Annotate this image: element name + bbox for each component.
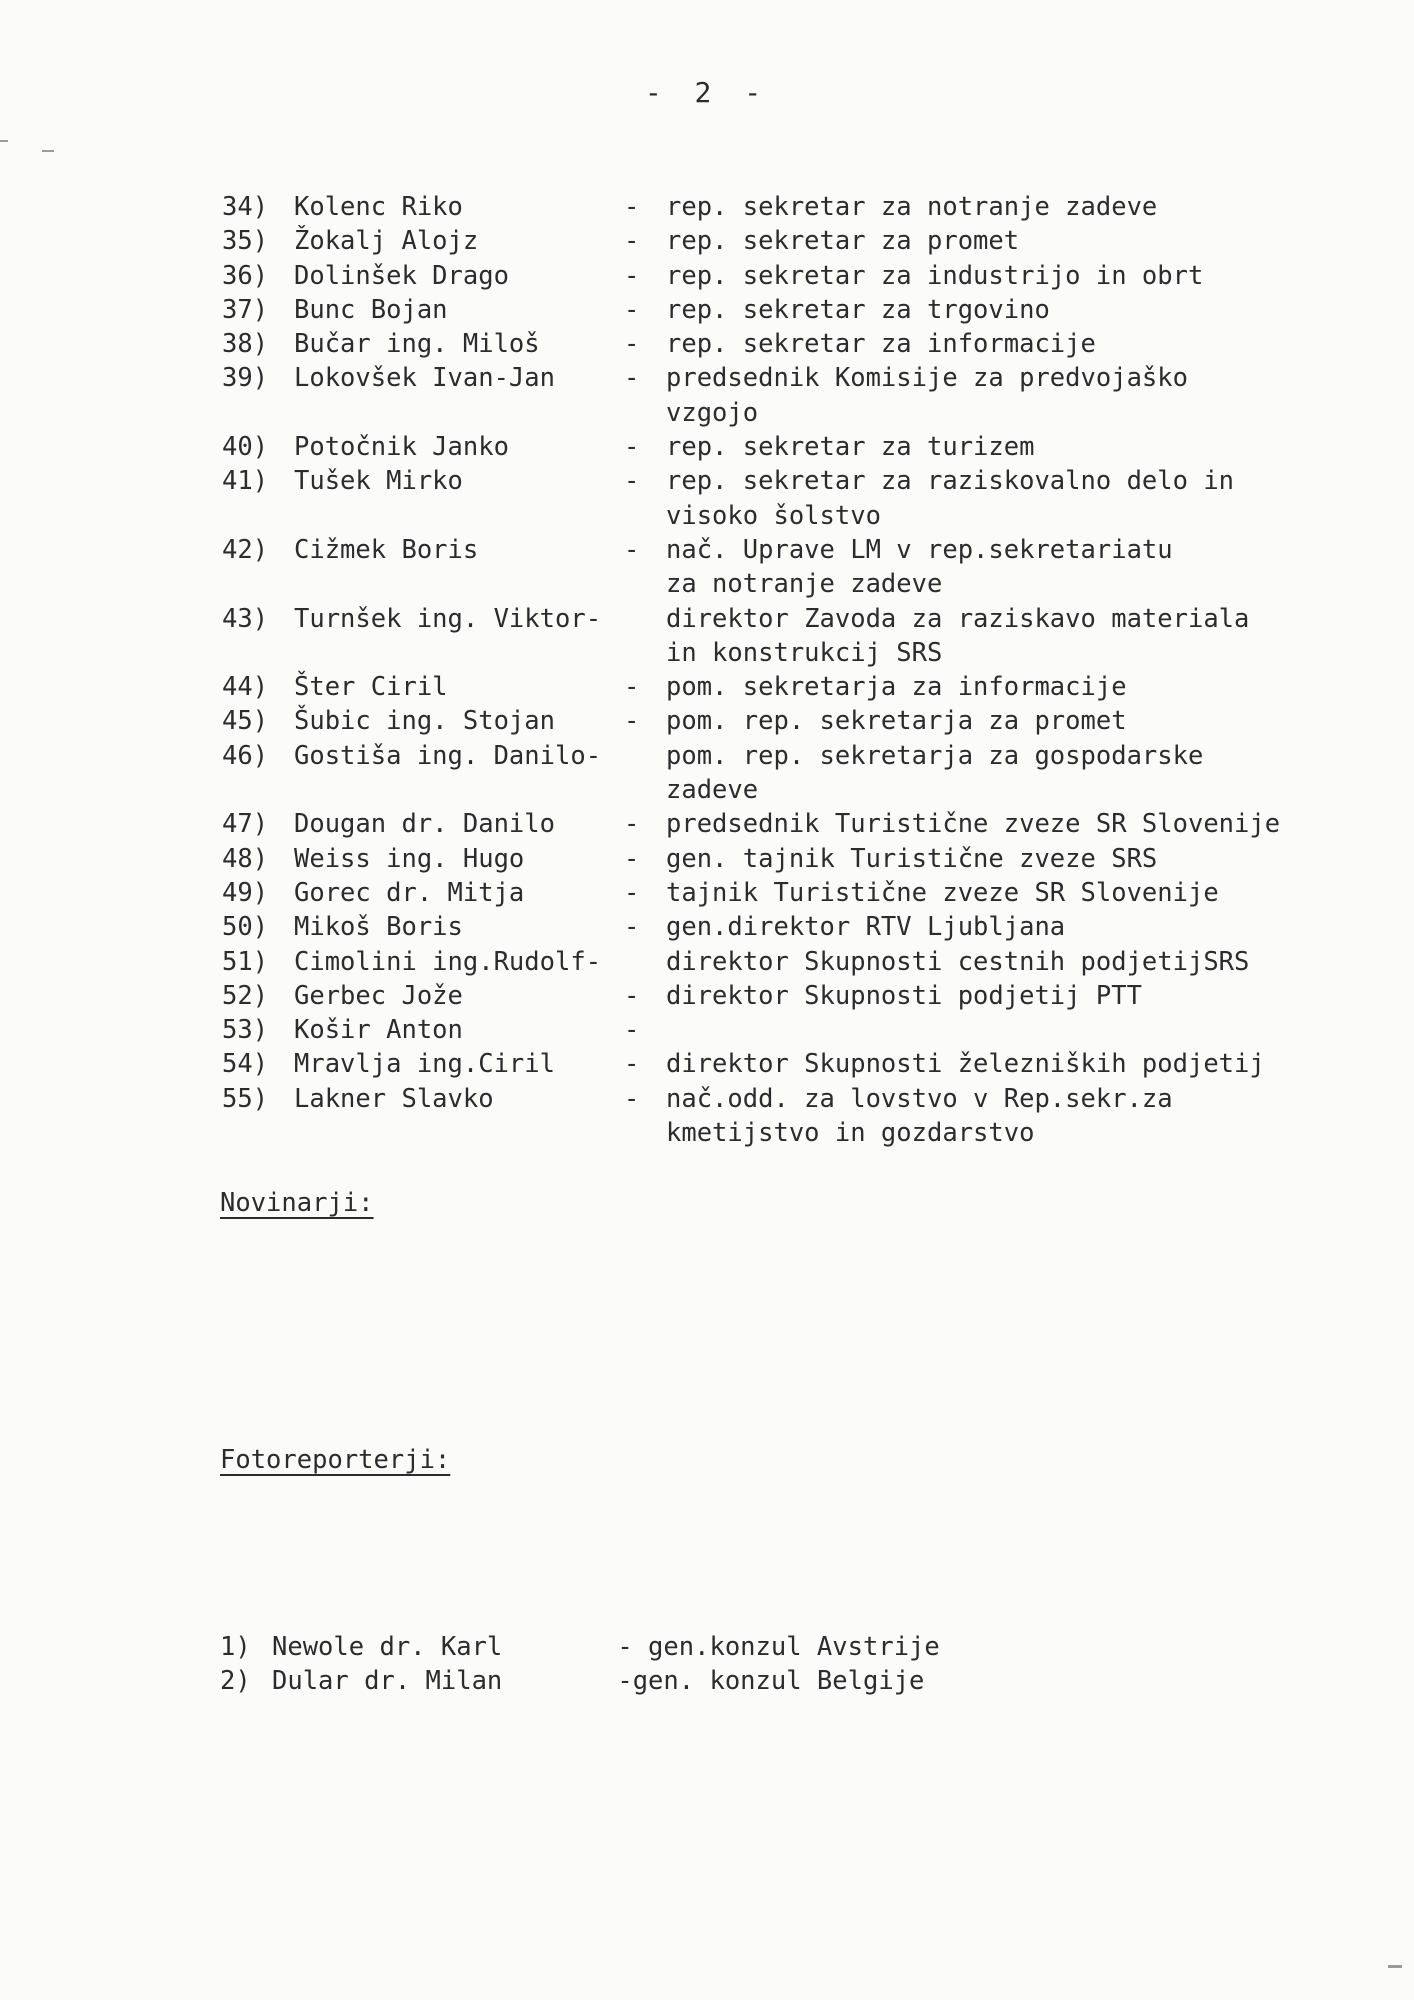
entry-name: Lakner Slavko: [294, 1083, 494, 1114]
entry-dash: -: [624, 1015, 640, 1046]
entry-number: 46): [222, 740, 269, 771]
entry-number: 40): [222, 432, 269, 463]
entry-role-line: rep. sekretar za turizem: [666, 432, 1035, 463]
entry-name: Gorec dr. Mitja: [294, 877, 525, 908]
entry-dash: -: [624, 363, 640, 394]
consul-name: Dular dr. Milan: [272, 1666, 503, 1697]
entry-role-line: gen. tajnik Turistične zveze SRS: [666, 843, 1158, 874]
consul-number: 1): [220, 1632, 251, 1662]
list-item: [222, 1013, 1382, 1047]
entry-dash: -: [624, 843, 640, 874]
scan-speck: [0, 140, 8, 142]
entry-number: 51): [222, 946, 269, 977]
entry-role-line: direktor Skupnosti podjetij PTT: [666, 980, 1142, 1011]
entry-role-line: rep. sekretar za informacije: [666, 329, 1096, 360]
entry-role-line: rep. sekretar za industrijo in obrt: [666, 260, 1204, 291]
entry-number: 47): [222, 809, 269, 840]
list-item: [222, 602, 1382, 671]
scan-speck: [1388, 1965, 1402, 1968]
entry-name: Mravlja ing.Ciril: [294, 1049, 555, 1080]
entry-name: Dolinšek Drago: [294, 260, 509, 291]
list-item: [222, 430, 1382, 464]
entry-role: [666, 842, 1382, 876]
entry-dash: -: [624, 1083, 640, 1114]
entry-role: [666, 190, 1382, 224]
entry-dash: -: [624, 1049, 640, 1080]
scan-speck: [42, 150, 54, 152]
entry-dash: -: [624, 260, 640, 291]
entry-role: [666, 876, 1382, 910]
entry-role: [666, 361, 1382, 430]
entry-number: 35): [222, 226, 269, 257]
list-item: [222, 1047, 1382, 1081]
entry-role: [666, 1013, 1382, 1047]
entry-role-line: pom. rep. sekretarja za promet: [666, 706, 1127, 737]
list-item: [220, 1664, 1220, 1698]
entry-dash: -: [624, 809, 640, 840]
entry-number: 53): [222, 1015, 269, 1046]
entry-role: [666, 327, 1382, 361]
entry-role-line: rep. sekretar za promet: [666, 226, 1020, 257]
entry-name: Gostiša ing. Danilo-: [294, 740, 602, 771]
entry-role-line: tajnik Turistične zveze SR Slovenije: [666, 877, 1219, 908]
entry-dash: -: [624, 534, 640, 565]
entry-dash: -: [624, 912, 640, 943]
entry-role-line: zadeve: [666, 775, 759, 806]
list-item: [222, 704, 1382, 738]
consul-role: - gen.konzul Avstrije: [602, 1632, 940, 1662]
entry-number: 42): [222, 534, 269, 565]
entry-role-line: direktor Skupnosti železniških podjetij: [666, 1049, 1265, 1080]
entry-role-line: nač.odd. za lovstvo v Rep.sekr.za: [666, 1083, 1173, 1114]
entry-name: Cimolini ing.Rudolf-: [294, 946, 602, 977]
entry-number: 37): [222, 294, 269, 325]
entry-role: [666, 430, 1382, 464]
list-item: [222, 842, 1382, 876]
list-item: [222, 190, 1382, 224]
entry-name: Lokovšek Ivan-Jan: [294, 363, 555, 394]
entry-name: Žokalj Alojz: [294, 226, 479, 257]
entry-dash: -: [624, 672, 640, 703]
list-item: [222, 1082, 1382, 1151]
heading-fotoreporterji: Fotoreporterji:: [220, 1445, 451, 1475]
entry-number: 49): [222, 877, 269, 908]
entry-number: 41): [222, 466, 269, 497]
entry-dash: -: [624, 329, 640, 360]
entry-name: Šter Ciril: [294, 672, 448, 703]
list-item: [222, 533, 1382, 602]
entry-dash: -: [624, 192, 640, 222]
entry-role-line: rep. sekretar za trgovino: [666, 294, 1050, 325]
entry-role-line: pom. rep. sekretarja za gospodarske: [666, 740, 1204, 771]
list-item: [222, 327, 1382, 361]
entry-dash: [624, 739, 666, 808]
entry-number: 54): [222, 1049, 269, 1080]
entry-number: 43): [222, 603, 269, 634]
entry-role-line: direktor Zavoda za raziskavo materiala: [666, 603, 1250, 634]
entry-dash: [624, 945, 666, 979]
entry-role: [666, 979, 1382, 1013]
entry-role: [666, 1082, 1382, 1151]
entry-number: 45): [222, 706, 269, 737]
entry-role-line: direktor Skupnosti cestnih podjetijSRS: [666, 946, 1250, 977]
entry-number: 44): [222, 672, 269, 703]
consul-name: Newole dr. Karl: [272, 1632, 503, 1662]
entry-name: Bunc Bojan: [294, 294, 448, 325]
list-item: [222, 464, 1382, 533]
entry-dash: -: [624, 432, 640, 463]
entry-name: Weiss ing. Hugo: [294, 843, 525, 874]
list-item: [222, 259, 1382, 293]
entry-role: [666, 602, 1382, 671]
entry-name: Kolenc Riko: [294, 192, 463, 222]
consul-list: [220, 1630, 1220, 1699]
entry-name: Košir Anton: [294, 1015, 463, 1046]
entry-number: 38): [222, 329, 269, 360]
entry-role: [666, 293, 1382, 327]
entry-number: 34): [222, 192, 269, 222]
entry-role-line: predsednik Turistične zveze SR Slovenije: [666, 809, 1281, 840]
entry-number: 52): [222, 980, 269, 1011]
entry-role: [666, 533, 1382, 602]
list-item: [220, 1630, 1220, 1664]
entry-dash: -: [624, 226, 640, 257]
list-item: [222, 739, 1382, 808]
list-item: [222, 293, 1382, 327]
entry-role-line: za notranje zadeve: [666, 569, 943, 600]
entry-number: 39): [222, 363, 269, 394]
entry-dash: -: [624, 466, 640, 497]
entry-name: Potočnik Janko: [294, 432, 509, 463]
entry-number: 48): [222, 843, 269, 874]
entry-role: [666, 807, 1382, 841]
entry-role: [666, 1047, 1382, 1081]
entry-dash: [624, 602, 666, 671]
entry-number: 36): [222, 260, 269, 291]
entry-role: [666, 910, 1382, 944]
entry-role-line: nač. Uprave LM v rep.sekretariatu: [666, 534, 1173, 565]
consul-number: 2): [220, 1666, 251, 1697]
entry-dash: -: [624, 294, 640, 325]
entry-role: [666, 704, 1382, 738]
attendee-list: [222, 190, 1382, 1150]
entry-dash: -: [624, 877, 640, 908]
entry-role: [666, 945, 1382, 979]
heading-novinarji: Novinarji:: [220, 1188, 374, 1218]
entry-role-line: vzgojo: [666, 397, 759, 428]
entry-role-line: gen.direktor RTV Ljubljana: [666, 912, 1066, 943]
entry-name: Tušek Mirko: [294, 466, 463, 497]
entry-role: [666, 464, 1382, 533]
list-item: [222, 945, 1382, 979]
page-number: - 2 -: [644, 76, 770, 109]
entry-role-line: rep. sekretar za raziskovalno delo in: [666, 466, 1235, 497]
entry-number: 50): [222, 912, 269, 943]
entry-role: [666, 224, 1382, 258]
entry-role-line: rep. sekretar za notranje zadeve: [666, 192, 1158, 222]
entry-role-line: pom. sekretarja za informacije: [666, 672, 1127, 703]
list-item: [222, 910, 1382, 944]
list-item: [222, 361, 1382, 430]
entry-dash: -: [624, 706, 640, 737]
entry-name: Gerbec Jože: [294, 980, 463, 1011]
list-item: [222, 876, 1382, 910]
entry-role: [666, 259, 1382, 293]
list-item: [222, 670, 1382, 704]
entry-role-line: kmetijstvo in gozdarstvo: [666, 1118, 1035, 1149]
entry-role-line: in konstrukcij SRS: [666, 637, 943, 668]
entry-name: Cižmek Boris: [294, 534, 479, 565]
entry-name: Bučar ing. Miloš: [294, 329, 540, 360]
entry-name: Šubic ing. Stojan: [294, 706, 555, 737]
entry-dash: -: [624, 980, 640, 1011]
entry-role: [666, 670, 1382, 704]
consul-role: -gen. konzul Belgije: [602, 1666, 925, 1697]
entry-name: Mikoš Boris: [294, 912, 463, 943]
entry-name: Turnšek ing. Viktor-: [294, 603, 602, 634]
entry-role-line: predsednik Komisije za predvojaško: [666, 363, 1188, 394]
entry-name: Dougan dr. Danilo: [294, 809, 555, 840]
entry-role: [666, 739, 1382, 808]
entry-number: 55): [222, 1083, 269, 1114]
list-item: [222, 979, 1382, 1013]
entry-role-line: visoko šolstvo: [666, 500, 881, 531]
list-item: [222, 224, 1382, 258]
list-item: [222, 807, 1382, 841]
